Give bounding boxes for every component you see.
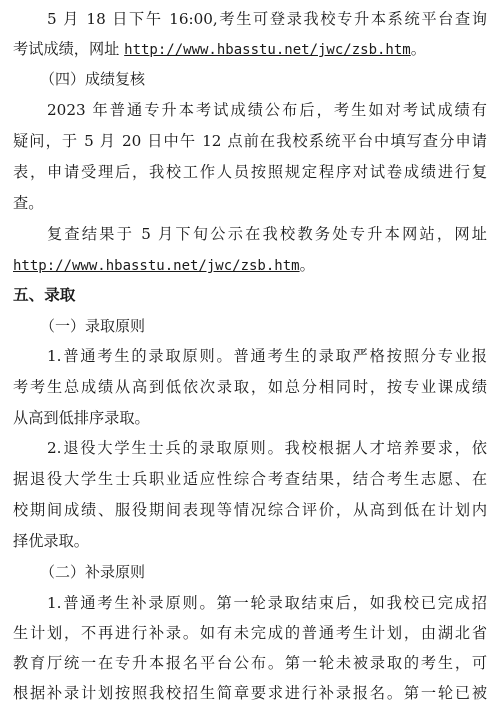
paragraph-line: 复查结果于 5 月下旬公示在我校教务处专升本网站，网址 xyxy=(47,225,487,243)
section-heading-admission: 五、录取 xyxy=(13,285,76,304)
paragraph-line: 查。 xyxy=(13,194,44,212)
section-heading-score-review: （四）成绩复核 xyxy=(40,70,146,88)
paragraph-line: 疑问，于 5 月 20 日中午 12 点前在我校系统平台中填写查分申请 xyxy=(13,132,487,150)
section-heading-admission-principles: （一）录取原则 xyxy=(40,317,146,335)
paragraph-line: 2.退役大学生士兵的录取原则。我校根据人才培养要求，依 xyxy=(47,439,487,457)
paragraph-line: 从高到低排序录取。 xyxy=(13,409,150,427)
paragraph-line: 教育厅统一在专升本报名平台公布。第一轮未被录取的考生，可 xyxy=(13,654,487,672)
paragraph-line: 1.普通考生补录原则。第一轮录取结束后，如我校已完成招 xyxy=(47,594,487,612)
paragraph-line xyxy=(13,250,487,280)
line-prefix: 考试成绩，网址 xyxy=(13,40,125,58)
section-heading-supplementary: （二）补录原则 xyxy=(40,563,146,581)
paragraph-line: 根据补录计划按照我校招生简章要求进行补录报名。第一轮已被 xyxy=(13,684,487,702)
paragraph-line: 考考生总成绩从高到低依次录取，如总分相同时，按专业课成绩 xyxy=(13,378,487,396)
paragraph-line: 表，申请受理后，我校工作人员按照规定程序对试卷成绩进行复 xyxy=(13,163,487,181)
paragraph-line xyxy=(13,34,487,64)
line-suffix: 。 xyxy=(410,40,426,58)
paragraph-line: 1.普通考生的录取原则。普通考生的录取严格按照分专业报 xyxy=(47,347,487,365)
score-query-link[interactable]: http://www.hbasstu.net/jwc/zsb.htm xyxy=(124,42,411,58)
paragraph-line: 据退役大学生士兵职业适应性综合考查结果，结合考生志愿、在 xyxy=(13,470,487,488)
line-suffix: 。 xyxy=(299,256,315,274)
paragraph-line: 5 月 18 日下午 16:00,考生可登录我校专升本系统平台查询 xyxy=(47,10,487,28)
paragraph-line: 2023 年普通专升本考试成绩公布后，考生如对考试成绩有 xyxy=(47,101,487,119)
review-result-link[interactable]: http://www.hbasstu.net/jwc/zsb.htm xyxy=(13,258,300,274)
paragraph-line: 校期间成绩、服役期间表现等情况综合评价，从高到低在计划内 xyxy=(13,501,487,519)
paragraph-line: 生计划，不再进行补录。如有未完成的普通考生计划，由湖北省 xyxy=(13,624,487,642)
paragraph-line: 择优录取。 xyxy=(13,532,89,550)
